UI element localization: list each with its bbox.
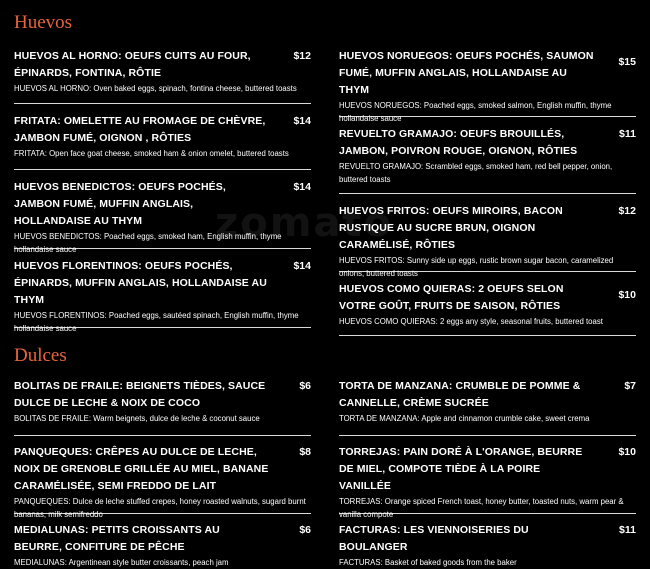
item-description: FRITATA: Open face goat cheese, smoked ham & onion omelet, buttered toasts — [14, 149, 289, 158]
item-title: TORREJAS: PAIN DORÉ À L'ORANGE, BEURRE DE MIEL, COMPOTE TIÈDE À LA POIRE VANILLÉE — [339, 446, 583, 492]
item-title: HUEVOS FRITOS: OEUFS MIROIRS, BACON RUSTIQUE AU SUCRE BRUN, OIGNON CARAMÉLISÉ, RÔTIES — [339, 205, 563, 251]
item-description: PANQUEQUES: Dulce de leche stuffed crepes, honey roasted walnuts, sugard burnt bananas, milk semifreddo — [14, 497, 306, 519]
item-price: $15 — [618, 56, 636, 68]
huevos-left-column — [14, 48, 311, 333]
item-title: MEDIALUNAS: PETITS CROISSANTS AU BEURRE, CONFITURE DE PÊCHE — [14, 524, 220, 553]
item-price: $11 — [619, 524, 636, 536]
menu-item — [14, 170, 311, 254]
item-title: HUEVOS NORUEGOS: OEUFS POCHÉS, SAUMON FUMÉ, MUFFIN ANGLAIS, HOLLANDAISE AU THYM — [339, 50, 594, 96]
section-title-huevos: Huevos — [14, 12, 73, 33]
item-description: FACTURAS: Basket of baked goods from the baker — [339, 558, 517, 567]
item-price: $6 — [299, 524, 311, 536]
section-title-dulces: Dulces — [14, 345, 67, 366]
item-title: HUEVOS FLORENTINOS: OEUFS POCHÉS, ÉPINARDS, MUFFIN ANGLAIS, HOLLANDAISE AU THYM — [14, 260, 267, 306]
item-price: $10 — [618, 289, 636, 301]
item-price: $12 — [618, 205, 636, 217]
menu-item — [339, 378, 636, 436]
menu-item — [339, 272, 636, 336]
item-title: FACTURAS: LES VIENNOISERIES DU BOULANGER — [339, 524, 529, 553]
menu-item — [14, 436, 311, 519]
item-description: HUEVOS COMO QUIERAS: 2 eggs any style, seasonal fruits, buttered toast — [339, 317, 603, 326]
menu-item — [339, 194, 636, 278]
menu-item — [339, 117, 636, 194]
item-description: HUEVOS FLORENTINOS: Poached eggs, sautéed spinach, English muffin, thyme hollandaise sauce — [14, 311, 299, 333]
item-title: PANQUEQUES: CRÊPES AU DULCE DE LECHE, NOIX DE GRENOBLE GRILLÉE AU MIEL, BANANE CARAMÉLISÉE, SEMI FREDDO DE LAIT — [14, 446, 269, 492]
menu-item — [14, 378, 311, 436]
menu-item — [14, 249, 311, 333]
item-description: BOLITAS DE FRAILE: Warm beignets, dulce de leche & coconut sauce — [14, 414, 260, 423]
item-description: REVUELTO GRAMAJO: Scrambled eggs, smoked ham, red bell pepper, onion, buttered toasts — [339, 162, 613, 184]
item-description: HUEVOS BENEDICTOS: Poached eggs, smoked ham, English muffin, thyme hollandaise sauce — [14, 232, 282, 254]
item-price: $6 — [299, 380, 311, 392]
menu-item — [14, 48, 311, 104]
item-description: HUEVOS AL HORNO: Oven baked eggs, spinach, fontina cheese, buttered toasts — [14, 84, 297, 93]
item-title: BOLITAS DE FRAILE: BEIGNETS TIÈDES, SAUCE DULCE DE LECHE & NOIX DE COCO — [14, 380, 266, 409]
item-description: TORREJAS: Orange spiced French toast, honey butter, toasted nuts, warm pear & vanilla compote — [339, 497, 624, 519]
item-title: TORTA DE MANZANA: CRUMBLE DE POMME & CANNELLE, CRÈME SUCRÉE — [339, 380, 581, 409]
item-description: HUEVOS FRITOS: Sunny side up eggs, rustic brown sugar bacon, caramelized onions, buttered toasts — [339, 256, 614, 278]
item-title: REVUELTO GRAMAJO: OEUFS BROUILLÉS, JAMBON, POIVRON ROUGE, OIGNON, RÔTIES — [339, 128, 578, 157]
item-price: $11 — [619, 128, 636, 140]
item-description: MEDIALUNAS: Argentinean style butter croissants, peach jam — [14, 558, 229, 567]
item-description: TORTA DE MANZANA: Apple and cinnamon crumble cake, sweet crema — [339, 414, 590, 423]
menu-item — [14, 104, 311, 170]
item-price: $14 — [293, 260, 311, 272]
item-title: HUEVOS COMO QUIERAS: 2 OEUFS SELON VOTRE GOÛT, FRUITS DE SAISON, RÔTIES — [339, 283, 564, 312]
menu-item — [339, 514, 636, 567]
item-price: $8 — [299, 446, 311, 458]
item-price: $7 — [624, 380, 636, 392]
menu-item — [14, 514, 311, 567]
dulces-left-column — [14, 378, 311, 567]
watermark: zomato — [215, 200, 394, 246]
item-price: $14 — [293, 181, 311, 193]
menu-item — [339, 436, 636, 519]
item-title: HUEVOS BENEDICTOS: OEUFS POCHÉS, JAMBON FUMÉ, MUFFIN ANGLAIS, HOLLANDAISE AU THYM — [14, 181, 226, 227]
huevos-right-column — [339, 48, 636, 336]
item-price: $10 — [618, 446, 636, 458]
dulces-right-column — [339, 378, 636, 567]
item-price: $12 — [293, 50, 311, 62]
item-title: HUEVOS AL HORNO: OEUFS CUITS AU FOUR, ÉPINARDS, FONTINA, RÔTIE — [14, 50, 251, 79]
item-price: $14 — [293, 115, 311, 127]
menu-item — [339, 48, 636, 123]
item-description: HUEVOS NORUEGOS: Poached eggs, smoked salmon, English muffin, thyme hollandaise sauce — [339, 101, 612, 123]
item-title: FRITATA: OMELETTE AU FROMAGE DE CHÈVRE, JAMBON FUMÉ, OIGNON , RÔTIES — [14, 115, 266, 144]
